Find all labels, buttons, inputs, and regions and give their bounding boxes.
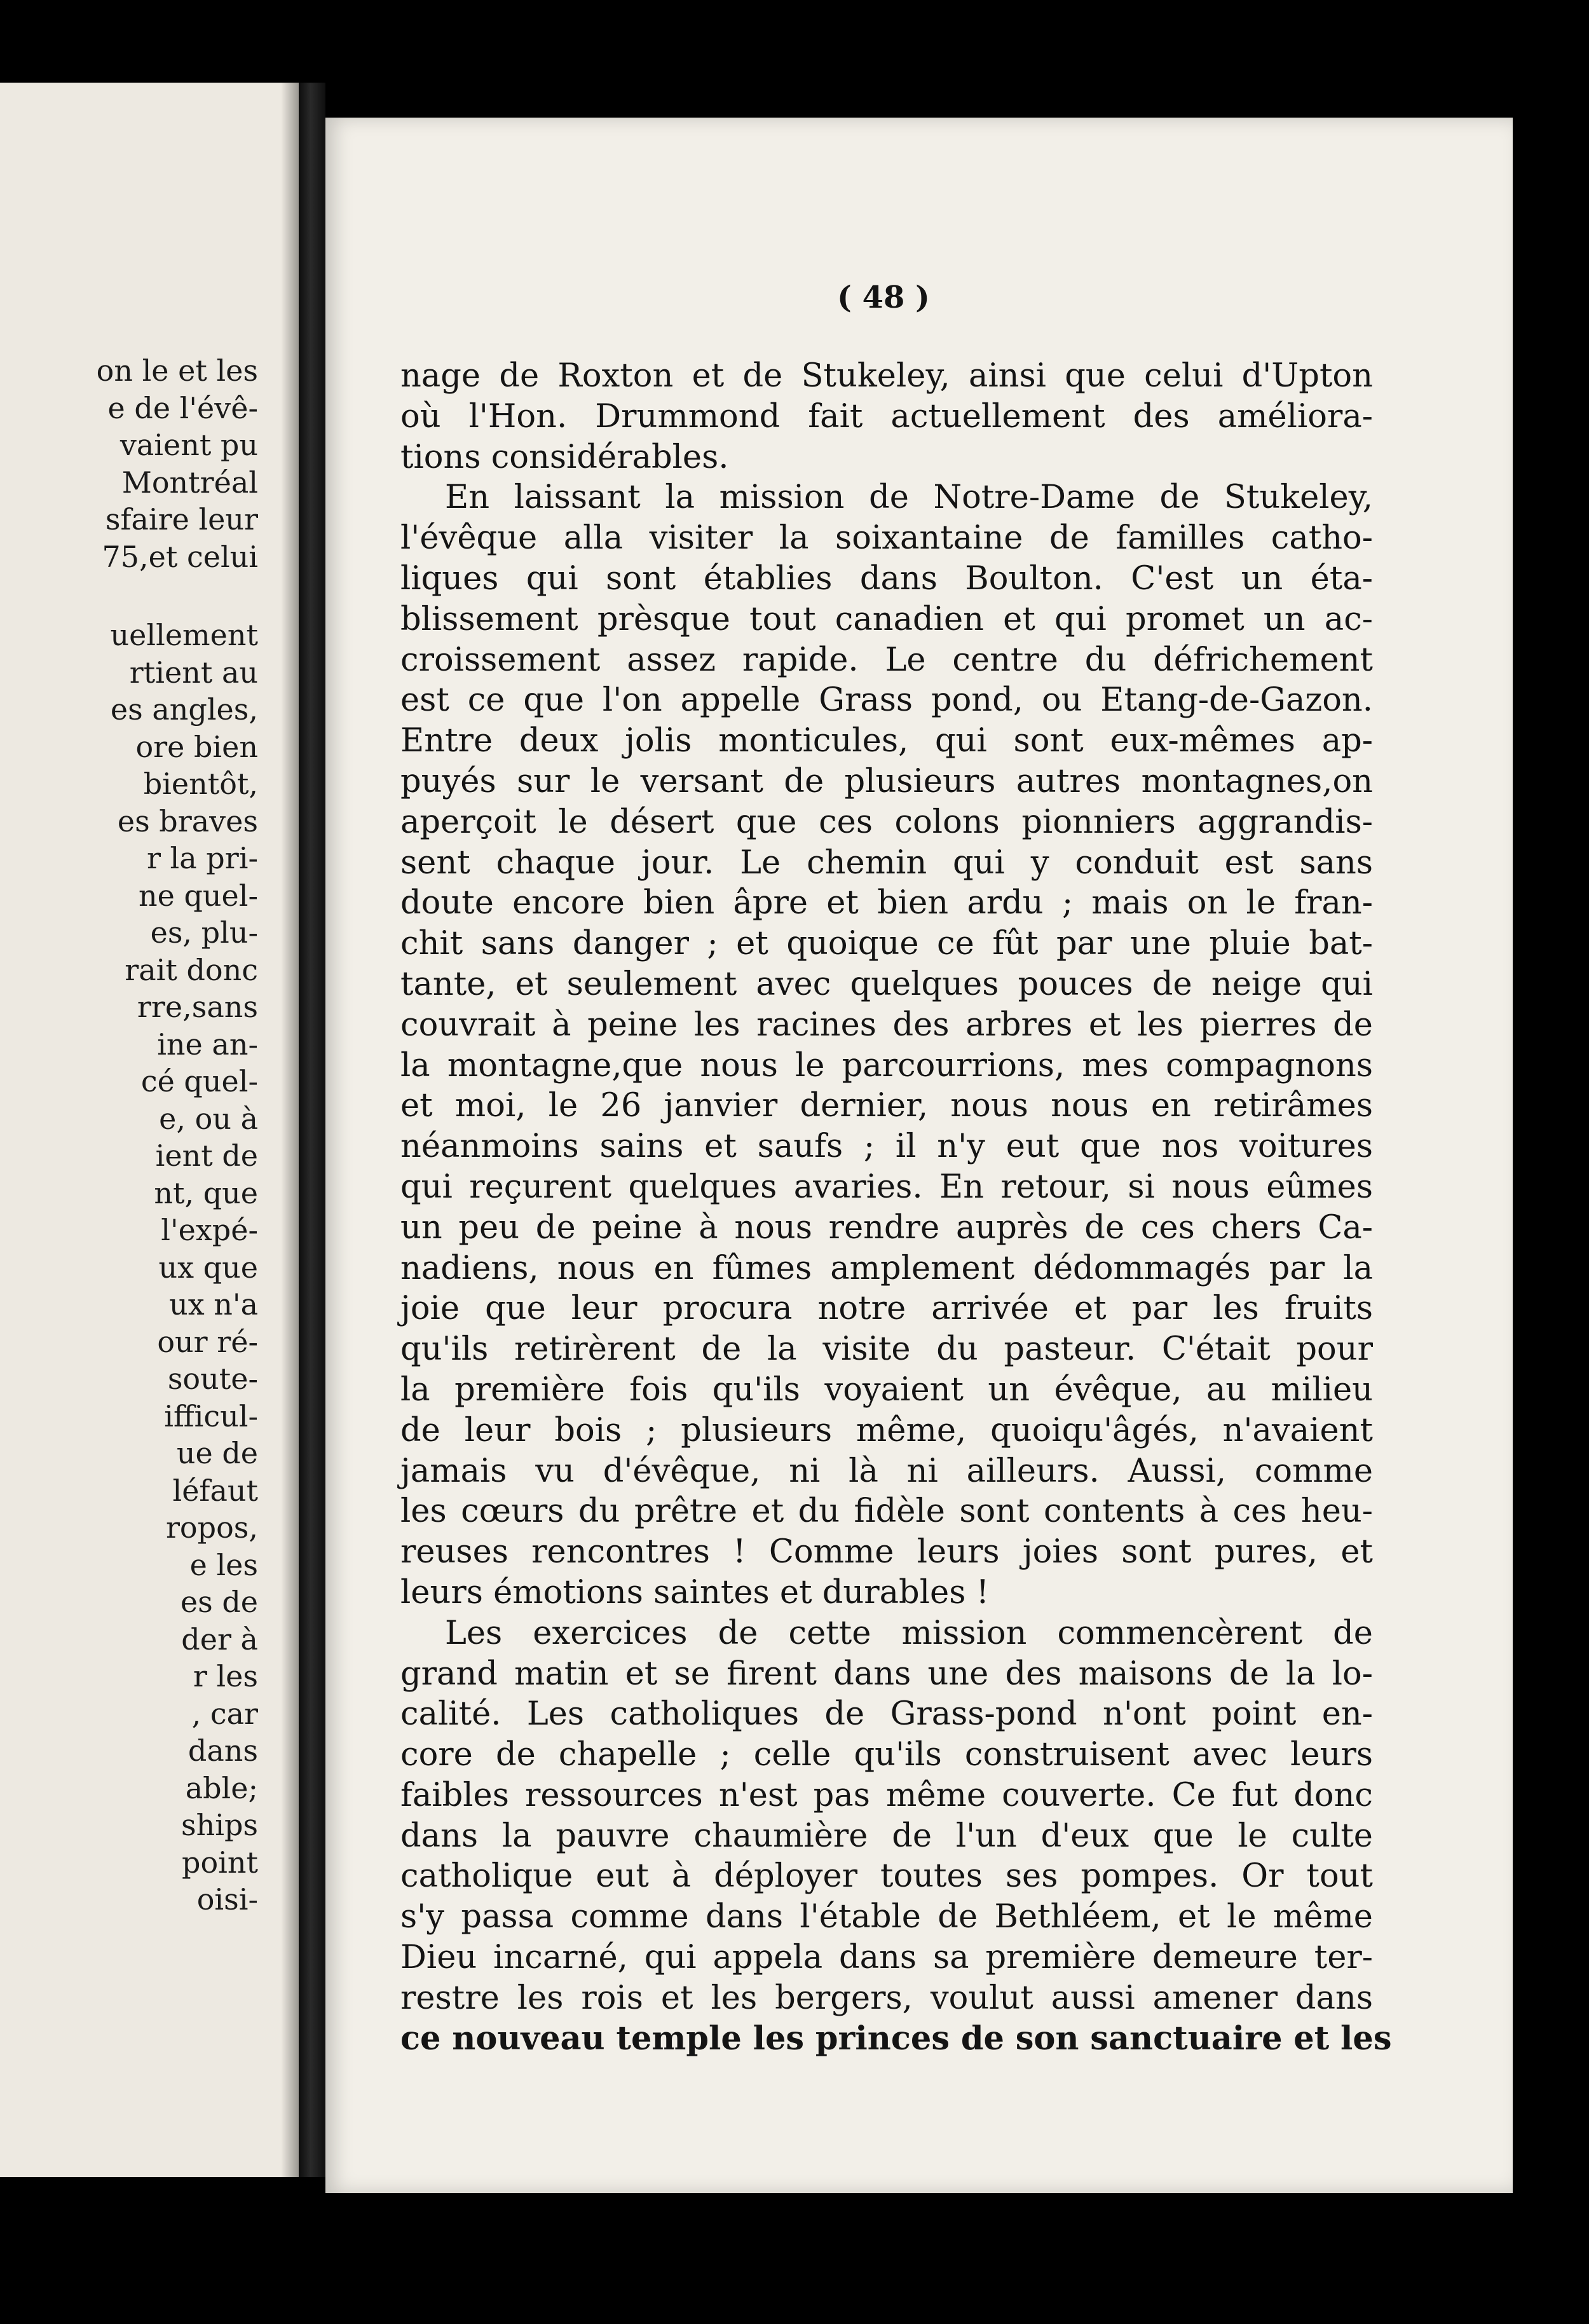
body-line: catholique eut à déployer toutes ses pompes. Or tout	[400, 1857, 1373, 1896]
left-page-line: ux n'a	[169, 1287, 258, 1322]
left-page-line: ore bien	[135, 729, 258, 764]
body-line: les cœurs du prêtre et du fidèle sont contents à ces heu-	[400, 1493, 1373, 1531]
left-page-line: dans	[188, 1733, 258, 1768]
left-page-line: rtient au	[129, 655, 258, 690]
left-page-line: uellement	[110, 618, 258, 652]
left-page-line: nt, que	[154, 1175, 258, 1210]
left-page-line: es angles,	[110, 692, 258, 727]
left-page-line: ine an-	[157, 1027, 258, 1062]
body-line: Dieu incarné, qui appela dans sa première demeure ter-	[400, 1939, 1373, 1977]
body-line: reuses rencontres ! Comme leurs joies sont pures, et	[400, 1533, 1373, 1571]
left-page-line: ropos,	[165, 1510, 258, 1545]
body-line: core de chapelle ; celle qu'ils construisent avec leurs	[400, 1736, 1373, 1774]
left-page-line: able;	[185, 1770, 258, 1805]
left-page-line: ships	[181, 1808, 258, 1842]
body-line: jamais vu d'évêque, ni là ni ailleurs. Aussi, comme	[400, 1452, 1373, 1490]
left-page-line: our ré-	[157, 1324, 258, 1359]
body-line: et moi, le 26 janvier dernier, nous nous en retirâmes	[400, 1087, 1373, 1125]
left-page-line: l'expé-	[161, 1213, 258, 1247]
left-page-line: ifficul-	[164, 1398, 258, 1433]
left-page-line: es de	[180, 1585, 258, 1619]
body-line: Les exercices de cette mission commencèrent de	[445, 1614, 1373, 1652]
book-gutter	[299, 83, 325, 2177]
body-line: doute encore bien âpre et bien ardu ; mais on le fran-	[400, 884, 1373, 922]
body-line: restre les rois et les bergers, voulut aussi amener dans	[400, 1979, 1373, 2017]
body-line: En laissant la mission de Notre-Dame de Stukeley,	[445, 479, 1373, 517]
body-line: néanmoins sains et saufs ; il n'y eut que nos voitures	[400, 1128, 1373, 1166]
body-line: blissement prèsque tout canadien et qui promet un ac-	[400, 600, 1373, 638]
body-line: dans la pauvre chaumière de l'un d'eux que le culte	[400, 1817, 1373, 1855]
left-page-line: ient de	[155, 1138, 258, 1173]
left-page-line: der à	[181, 1622, 258, 1657]
body-line: Entre deux jolis monticules, qui sont eux-mêmes ap-	[400, 722, 1373, 760]
body-line: puyés sur le versant de plusieurs autres montagnes,on	[400, 762, 1373, 800]
body-line: ce nouveau temple les princes de son sanctuaire et les	[400, 2019, 1392, 2058]
left-page-line: r les	[193, 1659, 258, 1693]
left-page-line: Montréal	[121, 465, 258, 500]
left-page-line: sfaire leur	[105, 502, 258, 537]
left-page-line: e les	[189, 1547, 258, 1582]
left-page-line: ue de	[176, 1436, 258, 1470]
body-line: nadiens, nous en fûmes amplement dédommagés par la	[400, 1249, 1373, 1287]
left-page-line: rre,sans	[137, 990, 258, 1024]
body-line: tante, et seulement avec quelques pouces de neige qui	[400, 965, 1373, 1003]
body-text	[400, 356, 1392, 2059]
body-line: faibles ressources n'est pas même couverte. Ce fut donc	[400, 1776, 1373, 1814]
left-page-line: ux que	[158, 1250, 258, 1285]
body-line: sent chaque jour. Le chemin qui y conduit est sans	[400, 844, 1373, 882]
body-line: qu'ils retirèrent de la visite du pasteur. C'était pour	[400, 1330, 1373, 1369]
left-page-line: , car	[191, 1696, 258, 1731]
body-line: chit sans danger ; et quoique ce fût par une pluie bat-	[400, 925, 1373, 963]
page-number: ( 48 )	[837, 280, 930, 315]
body-line: leurs émotions saintes et durables !	[400, 1573, 990, 1611]
body-line: de leur bois ; plusieurs même, quoiqu'âgés, n'avaient	[400, 1411, 1373, 1449]
body-line: l'évêque alla visiter la soixantaine de familles catho-	[400, 519, 1373, 557]
body-line: grand matin et se firent dans une des maisons de la lo-	[400, 1655, 1373, 1693]
body-line: la première fois qu'ils voyaient un évêque, au milieu	[400, 1370, 1373, 1409]
left-page-line: soute-	[167, 1362, 258, 1396]
body-line: croissement assez rapide. Le centre du défrichement	[400, 641, 1373, 679]
body-line: couvrait à peine les racines des arbres et les pierres de	[400, 1006, 1373, 1044]
left-page-line: r la pri-	[146, 841, 258, 875]
left-page-line: on le et les	[96, 353, 258, 388]
left-page-line: ne quel-	[138, 878, 258, 913]
left-page-fragment	[0, 83, 299, 2177]
body-line: aperçoit le désert que ces colons pionniers aggrandis-	[400, 803, 1373, 841]
left-page-line: bientôt,	[143, 767, 258, 801]
left-page-line: oisi-	[196, 1882, 258, 1917]
body-line: la montagne,que nous le parcourrions, mes compagnons	[400, 1046, 1373, 1084]
body-line: tions considérables.	[400, 438, 729, 476]
left-page-line: 75,et celui	[102, 539, 258, 574]
left-page-line: e, ou à	[159, 1101, 258, 1136]
left-page-line: vaient pu	[119, 428, 258, 462]
body-line: un peu de peine à nous rendre auprès de ces chers Ca-	[400, 1208, 1373, 1247]
left-page-line: e de l'évê-	[107, 390, 258, 425]
body-line: s'y passa comme dans l'étable de Bethléem, et le même	[400, 1898, 1373, 1936]
left-page-line: es, plu-	[150, 915, 258, 950]
left-page-line: point	[182, 1845, 258, 1880]
body-line: joie que leur procura notre arrivée et par les fruits	[400, 1290, 1373, 1328]
left-page-line: es braves	[117, 803, 258, 838]
body-line: où l'Hon. Drummond fait actuellement des améliora-	[400, 397, 1373, 435]
body-line: est ce que l'on appelle Grass pond, ou Etang-de-Gazon.	[400, 681, 1373, 720]
left-page-line: rait donc	[125, 952, 258, 987]
left-page-text	[0, 83, 299, 2177]
body-line: qui reçurent quelques avaries. En retour, si nous eûmes	[400, 1168, 1373, 1206]
left-page-line: cé quel-	[140, 1064, 258, 1098]
left-page-line: léfaut	[172, 1473, 258, 1508]
binding-shadow	[281, 83, 299, 2177]
body-line: nage de Roxton et de Stukeley, ainsi que celui d'Upton	[400, 357, 1373, 395]
body-line: calité. Les catholiques de Grass-pond n'ont point en-	[400, 1695, 1373, 1733]
body-line: liques qui sont établies dans Boulton. C'est un éta-	[400, 559, 1373, 598]
